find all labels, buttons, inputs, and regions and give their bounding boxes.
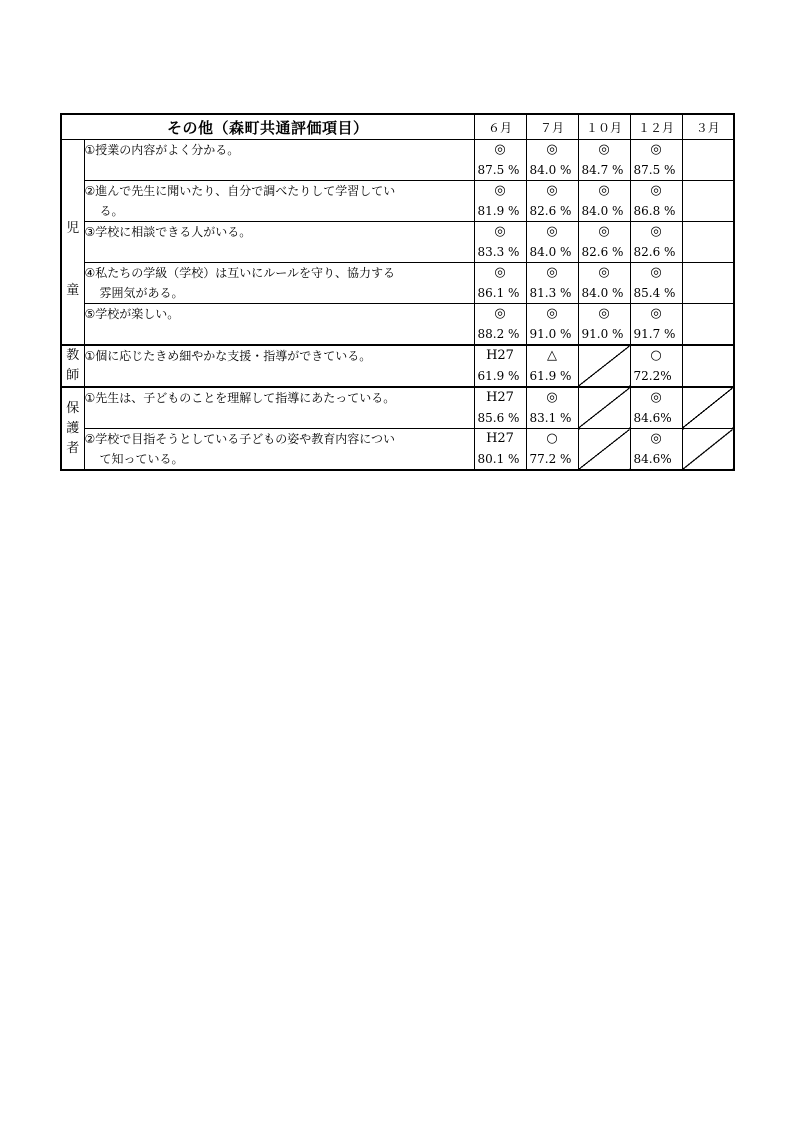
result-cell: [630, 304, 682, 346]
percentage-value: 84.7 %: [581, 163, 624, 177]
item-continuation: て知っている。: [99, 452, 184, 466]
rating-mark: ◎: [546, 142, 558, 157]
percentage-value: 72.2%: [633, 369, 672, 383]
result-cell: [526, 181, 578, 222]
percentage-value: 84.6%: [633, 411, 672, 425]
rating-mark: ◎: [494, 306, 506, 321]
item-body: ①授業の内容がよく分かる。: [84, 143, 240, 157]
result-cell: [474, 345, 526, 387]
rating-mark: ◎: [494, 265, 506, 280]
group-label-char: 者: [66, 440, 80, 456]
rating-mark: ◎: [546, 265, 558, 280]
rating-mark: ◎: [494, 142, 506, 157]
rating-mark: ◎: [650, 306, 662, 321]
item-body: ⑤学校が楽しい。: [84, 307, 180, 321]
item-continuation: る。: [99, 204, 124, 218]
percentage-value: 61.9 %: [529, 369, 572, 383]
item-text: [84, 140, 474, 181]
rating-mark: ◎: [546, 390, 558, 405]
table-row: [61, 345, 734, 387]
empty-cell: [682, 263, 734, 304]
group-label-teachers: [61, 345, 84, 387]
result-cell: [630, 345, 682, 387]
rating-mark: ◎: [598, 183, 610, 198]
empty-cell: [682, 140, 734, 181]
result-cell: [526, 140, 578, 181]
group-label-parents: [61, 387, 84, 470]
item-body: ①先生は、子どものことを理解して指導にあたっている。: [84, 391, 396, 405]
rating-mark: ◎: [650, 224, 662, 239]
not-applicable-cell: [578, 429, 630, 471]
rating-mark: ◎: [598, 265, 610, 280]
percentage-value: 91.0 %: [581, 327, 624, 341]
item-body: ④私たちの学級（学校）は互いにルールを守り、協力する: [84, 266, 396, 280]
percentage-value: 84.0 %: [581, 286, 624, 300]
percentage-value: 87.5 %: [477, 163, 520, 177]
item-text: [84, 222, 474, 263]
result-cell: [630, 429, 682, 471]
item-body: ①個に応じたきめ細やかな支援・指導ができている。: [84, 349, 372, 363]
item-text: [84, 304, 474, 346]
result-cell: [630, 181, 682, 222]
result-cell: [474, 387, 526, 429]
month-header: １２月: [630, 114, 682, 140]
month-header: ６月: [474, 114, 526, 140]
result-cell: [526, 304, 578, 346]
table-row: [61, 387, 734, 429]
group-label-char: 教: [66, 348, 80, 363]
percentage-value: 80.1 %: [477, 452, 520, 466]
rating-mark: ◎: [650, 142, 662, 157]
rating-mark: ◎: [650, 431, 662, 446]
month-header: ３月: [682, 114, 734, 140]
evaluation-table: [60, 113, 735, 471]
rating-mark: ◎: [650, 265, 662, 280]
result-cell: [474, 263, 526, 304]
group-label-char: 護: [66, 420, 80, 436]
rating-mark: ◎: [546, 224, 558, 239]
not-applicable-cell: [578, 345, 630, 387]
table-row: [61, 263, 734, 304]
percentage-value: 82.6 %: [581, 245, 624, 259]
percentage-value: 87.5 %: [633, 163, 676, 177]
group-label-char: 保: [66, 400, 80, 416]
result-cell: [474, 140, 526, 181]
result-cell: [578, 263, 630, 304]
result-cell: [578, 304, 630, 346]
table-row: [61, 304, 734, 346]
result-cell: [526, 345, 578, 387]
item-text: [84, 429, 474, 471]
result-cell: [526, 222, 578, 263]
group-label-char: 童: [66, 283, 80, 298]
rating-mark: ◎: [598, 224, 610, 239]
percentage-value: 91.7 %: [633, 327, 676, 341]
item-body: ②進んで先生に聞いたり、自分で調べたりして学習してい: [84, 184, 396, 198]
percentage-value: 82.6 %: [529, 204, 572, 218]
percentage-value: 85.4 %: [633, 286, 676, 300]
rating-mark: H27: [486, 431, 514, 446]
rating-mark: ◎: [546, 183, 558, 198]
percentage-value: 81.3 %: [529, 286, 572, 300]
item-body: ③学校に相談できる人がいる。: [84, 225, 252, 239]
group-label-char: 師: [66, 368, 80, 383]
result-cell: [578, 140, 630, 181]
rating-mark: ◎: [598, 142, 610, 157]
percentage-value: 61.9 %: [477, 369, 520, 383]
result-cell: [630, 140, 682, 181]
percentage-value: 86.1 %: [477, 286, 520, 300]
table-row: [61, 429, 734, 471]
rating-mark: ○: [546, 431, 558, 446]
percentage-value: 91.0 %: [529, 327, 572, 341]
rating-mark: ◎: [650, 183, 662, 198]
result-cell: [578, 222, 630, 263]
rating-mark: H27: [486, 348, 514, 363]
not-applicable-cell: [682, 429, 734, 471]
item-text: [84, 387, 474, 429]
month-header: １０月: [578, 114, 630, 140]
result-cell: [474, 181, 526, 222]
percentage-value: 85.6 %: [477, 411, 520, 425]
percentage-value: 81.9 %: [477, 204, 520, 218]
result-cell: [474, 429, 526, 471]
percentage-value: 82.6 %: [633, 245, 676, 259]
result-cell: [630, 263, 682, 304]
percentage-value: 83.3 %: [477, 245, 520, 259]
percentage-value: 84.0 %: [581, 204, 624, 218]
rating-mark: ◎: [598, 306, 610, 321]
percentage-value: 88.2 %: [477, 327, 520, 341]
rating-mark: ◎: [494, 183, 506, 198]
percentage-value: 77.2 %: [529, 452, 572, 466]
table-row: [61, 140, 734, 181]
result-cell: [526, 429, 578, 471]
item-text: [84, 345, 474, 387]
empty-cell: [682, 222, 734, 263]
result-cell: [630, 222, 682, 263]
item-body: ②学校で目指そうとしている子どもの姿や教育内容につい: [84, 432, 396, 446]
empty-cell: [682, 345, 734, 387]
percentage-value: 84.0 %: [529, 163, 572, 177]
percentage-value: 86.8 %: [633, 204, 676, 218]
result-cell: [526, 387, 578, 429]
not-applicable-cell: [578, 387, 630, 429]
rating-mark: H27: [486, 390, 514, 405]
group-label-students: [61, 140, 84, 346]
rating-mark: ○: [650, 348, 662, 363]
result-cell: [526, 263, 578, 304]
not-applicable-cell: [682, 387, 734, 429]
rating-mark: ◎: [546, 306, 558, 321]
group-label-char: 児: [66, 221, 80, 236]
result-cell: [474, 304, 526, 346]
empty-cell: [682, 304, 734, 346]
table-row: [61, 181, 734, 222]
result-cell: [578, 181, 630, 222]
result-cell: [630, 387, 682, 429]
rating-mark: △: [547, 348, 558, 363]
header-row: [61, 114, 734, 140]
item-continuation: 雰囲気がある。: [99, 286, 184, 300]
rating-mark: ◎: [650, 390, 662, 405]
month-header: ７月: [526, 114, 578, 140]
item-text: [84, 263, 474, 304]
empty-cell: [682, 181, 734, 222]
item-text: [84, 181, 474, 222]
rating-mark: ◎: [494, 224, 506, 239]
percentage-value: 84.6%: [633, 452, 672, 466]
result-cell: [474, 222, 526, 263]
percentage-value: 84.0 %: [529, 245, 572, 259]
percentage-value: 83.1 %: [529, 411, 572, 425]
table-row: [61, 222, 734, 263]
table-title: その他（森町共通評価項目）: [61, 114, 474, 140]
